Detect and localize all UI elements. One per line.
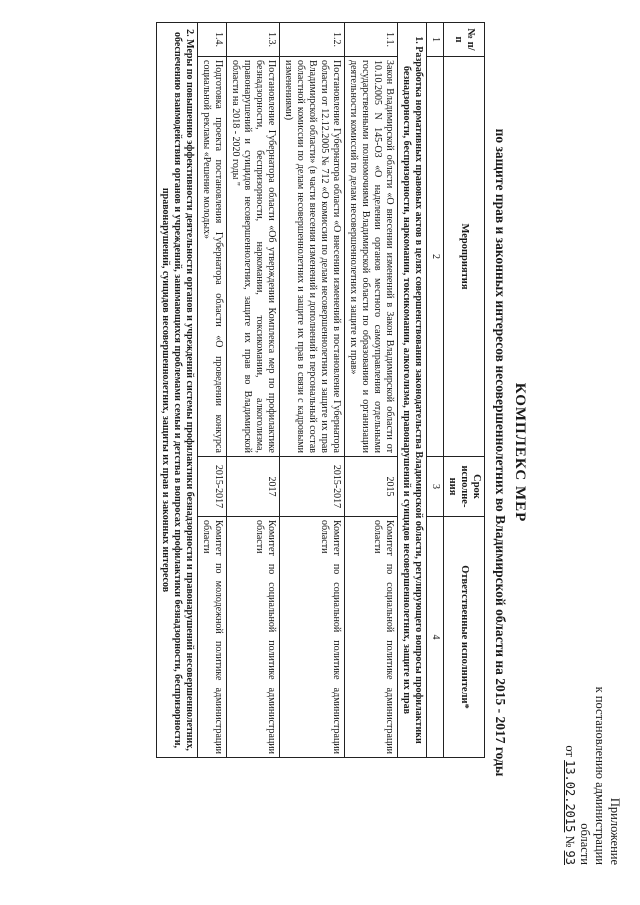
row-measure: Постановление Губернатора области «О внесении изменений в постановление Губернатора области от 12.12.2005 № 712 «О комиссии по делам несовершеннолетних и защите их прав Владимирской области» (в части внесения изменений и дополнений в персональный состав областной комиссии по делам несовершеннолетних и защите их прав в связи с кадровыми изменениями)	[280, 57, 345, 457]
section-2-heading: 2. Меры по повышению эффективности деятельности органов и учреждений системы профилактики безнадзорности и правонарушений несовершеннолетних, обеспечению взаимодействия органов и учреждений, занимающихся проблемами семьи и детства в вопросах профилактики безнадзорности, беспризорности, правонарушений, суицидов несовершеннолетних, защиты их прав и законных интересов	[157, 23, 198, 758]
header-measures: Мероприятия	[444, 57, 485, 457]
header-executors: Ответственные исполнители*	[444, 517, 485, 758]
document-title: КОМПЛЕКС МЕР	[512, 382, 528, 523]
table-row	[198, 23, 227, 758]
table-row	[227, 23, 280, 758]
date-prefix: от	[563, 745, 577, 757]
row-term: 2015-2017	[198, 457, 227, 517]
header-number: № п/п	[444, 23, 485, 57]
appendix-line-1: Приложение	[608, 797, 622, 865]
row-executor: Комитет по молодежной политике администрации области	[198, 517, 227, 758]
row-number: 1.2.	[280, 23, 345, 57]
row-term: 2015	[345, 457, 398, 517]
row-measure: Подготовка проекта постановления Губернатора области «О проведении конкурса социальной рекламы «Решение молодых»	[198, 57, 227, 457]
measures-table	[156, 22, 485, 758]
table-row	[280, 23, 345, 758]
row-executor: Комитет по социальной политике администрации области	[227, 517, 280, 758]
table-header-row	[444, 23, 485, 758]
row-number: 1.3.	[227, 23, 280, 57]
column-number: 4	[427, 517, 444, 758]
row-number: 1.1.	[345, 23, 398, 57]
row-executor: Комитет по социальной политике администрации области	[280, 517, 345, 758]
column-number: 2	[427, 57, 444, 457]
section-row	[157, 23, 198, 758]
row-executor: Комитет по социальной политике администрации области	[345, 517, 398, 758]
table-row	[345, 23, 398, 758]
section-row	[398, 23, 427, 758]
column-number: 3	[427, 457, 444, 517]
appendix-block	[562, 687, 622, 865]
section-1-heading: 1. Разработка нормативных правовых актов в целях совершенствования законодательства Владимирской области, регулирующего вопросы профилактики безнадзорности, беспризорности, наркомании, токсикомании, алкоголизма, правонарушений и суицидов несовершеннолетних, защите их прав	[398, 23, 427, 758]
row-measure: Закон Владимирской области «О внесении изменений в Закон Владимирской области от 10.10.2005 N 145-ОЗ «О наделении органов местного самоуправления отдельными государственными полномочиями Владимирской области по образованию и организации деятельности комиссий по делам несовершеннолетних и защите их прав»	[345, 57, 398, 457]
row-term: 2015-2017	[280, 457, 345, 517]
row-measure: Постановление Губернатора области «Об утверждении Комплекса мер по профилактике безнадзорности, беспризорности, наркомании, токсикомании, алкоголизма, правонарушений и суицидов несовершеннолетних, защите их прав во Владимирской области на 2018 - 2020 годы "	[227, 57, 280, 457]
number-value: 93	[563, 850, 577, 865]
appendix-line-3: области	[578, 823, 592, 865]
number-sign: №	[563, 835, 577, 848]
row-term: 2017	[227, 457, 280, 517]
appendix-line-2: к постановлению администрации	[593, 686, 607, 865]
column-number-row	[427, 23, 444, 758]
document-subtitle: по защите прав и законных интересов несовершеннолетних во Владимирской области на 2015 - 2017 годы	[493, 128, 508, 777]
header-term: Срок исполне-ния	[444, 457, 485, 517]
row-number: 1.4.	[198, 23, 227, 57]
date-value: 13.02.2015	[563, 760, 577, 833]
column-number: 1	[427, 23, 444, 57]
appendix-date-line	[562, 687, 577, 865]
